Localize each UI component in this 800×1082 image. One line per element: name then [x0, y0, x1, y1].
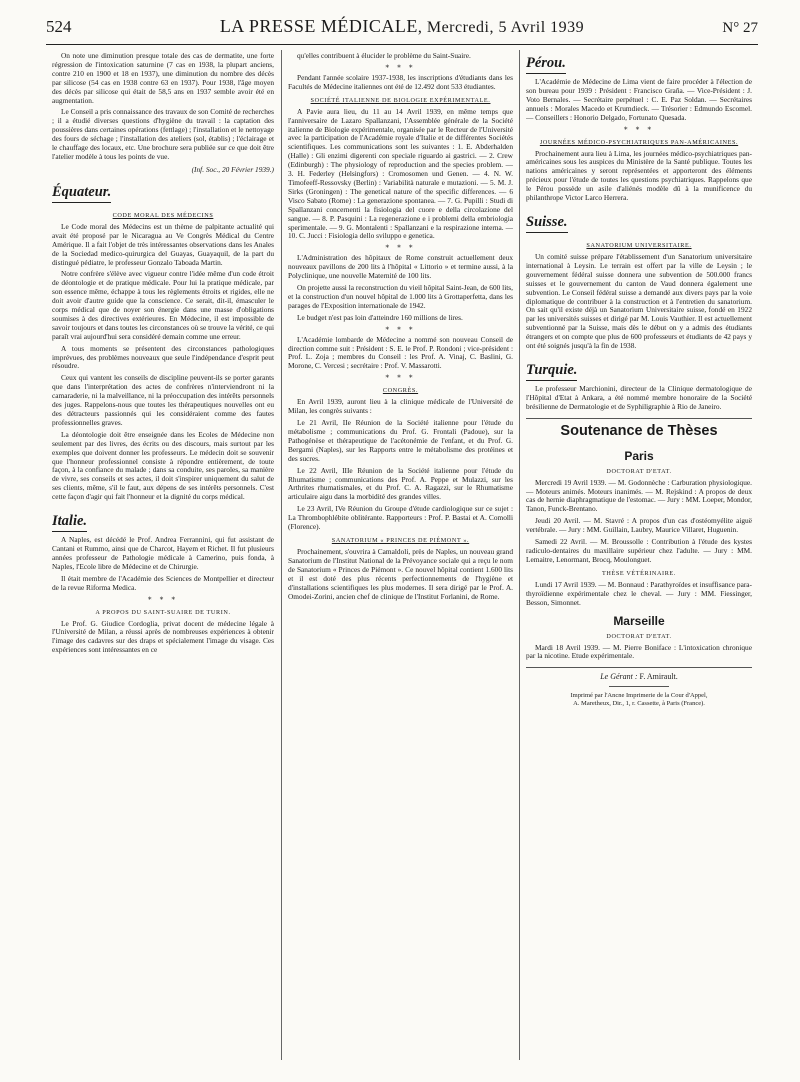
section-heading-turquie: Turquie.	[526, 362, 577, 381]
subheading: DOCTORAT D'ETAT.	[606, 467, 672, 475]
paragraph: Le Prof. G. Giudice Cordoglia, privat docent de médecine légale à l'Université de Milan, a réussi après de nombreuses expériences à obtenir l'image des cadavres sur des draps et spécialement l'image du visage. Ces expériences sont intéressantes en ce	[52, 618, 274, 655]
issue-date: Mercredi, 5 Avril 1939	[426, 19, 585, 36]
city-heading-marseille: Marseille	[613, 613, 665, 628]
issue-number: N° 27	[722, 20, 758, 36]
thesis-entry: Samedi 22 Avril. — M. Broussolle : Contribution à l'étude des kystes radiculo-dentaires du maxillaire supérieur chez l'adulte. — Jury : MM. Lemaitre, Lenormant, Brocq, Moulonguet.	[526, 537, 752, 564]
paragraph: A Naples, est décédé le Prof. Andrea Ferrannini, qui fut assistant de Cantani et Rummo, ainsi que de Charcot, Hayem et Richet. Il fut plusieurs années professeur de Pathologie médicale à Camerino, puis fonda, à Naples, l'Ecole libre de Médecine et de Chirurgie.	[52, 535, 274, 571]
section-heading-perou: Pérou.	[526, 55, 566, 74]
paragraph: Pendant l'année scolaire 1937-1938, les inscriptions d'étudiants dans les Facultés de Médecine italiennes ont été de 12.492 dont 533 étudiantes.	[288, 72, 513, 91]
asterism: * * *	[624, 125, 654, 134]
subheading: SANATORIUM « PRINCES DE PIÉMONT ».	[331, 536, 470, 544]
page-number: 524	[46, 17, 72, 36]
paragraph: Le Conseil a pris connaissance des travaux de son Comité de recherches ; il a étudié diverses questions d'hygiène du travail : la captation des poussières dans certaines opérations (fettlage) ; l'installation et le nettoyage des fours de séchage ; l'installation des ateliers (sol, établis) ; l'éclairage et le chauffage des locaux, etc. Une brochure sera publiée sur ce que doit être l'atelier modèle à tous les points de vue.	[52, 107, 274, 161]
paragraph: Ceux qui vantent les conseils de discipline peuvent-ils se porter garants que dans l'interprétation des actes de confrères n'interviendront ni la camaraderie, ni la malveillance, ni la préoccupation des intérêts personnels des juges. Rappelons-nous que toutes les thérapeutiques nouvelles ont eu des détracteurs passionnés qui les considéraient comme des fautes professionnelles graves.	[52, 373, 274, 427]
asterism: * * *	[385, 325, 416, 334]
paragraph: L'Administration des hôpitaux de Rome construit actuellement deux nouveaux pavillons de 200 lits à l'hôpital « Littorio » et termine aussi, à la Polyclinique, une nouvelle Maternité de 100 lits.	[288, 253, 513, 281]
paragraph: Un comité suisse prépare l'établissement d'un Sanatorium universitaire international à Leysin. Le terrain est offert par la ville de Leysin ; le gouvernement fédéral suisse donnera une subvention de 500.000 francs suisses et le gouvernement du canton de Vaud donnera également une subvention. Le Conseil fédéral suisse a demandé aux divers pays par la voie diplomatique de contribuer à la construction et à l'entretien du sanatorium. On sait qu'il existe déjà un Sanatorium Universitaire suisse, fondé en 1922 par les universités suisses et dirigé par M. Louis Vauthier. Il est actuellement subventionné par la Suisse, mais dès le début on y a admis des étudiants étrangers et on compte que plus de 600 professeurs et étudiants de 42 pays y ont été soignés jusqu'à la fin de 1938.	[526, 251, 752, 351]
thesis-entry: Jeudi 20 Avril. — M. Stavré : A propos d'un cas d'ostéomyélite aiguë vertébrale. — Jury : MM. Guillain, Laubry, Maurice Villaret, Huguenin.	[526, 516, 752, 535]
city-heading-paris: Paris	[624, 448, 654, 463]
separator-rule	[526, 418, 752, 419]
paragraph: En Avril 1939, auront lieu à la clinique médicale de l'Université de Milan, les congrès suivants :	[288, 397, 513, 416]
journal-title: LA PRESSE MÉDICALE	[219, 16, 418, 36]
source-citation: (Inf. Soc., 20 Février 1939.)	[191, 164, 274, 174]
gerant-name: F. Amirault.	[639, 672, 678, 682]
header-rule	[46, 44, 758, 45]
column-3	[526, 52, 752, 1072]
paragraph: Il était membre de l'Académie des Sciences de Montpellier et directeur de la revue Riforma Medica.	[52, 573, 274, 592]
subheading: CONGRÈS.	[382, 387, 419, 395]
asterism: * * *	[385, 244, 416, 253]
short-rule	[609, 686, 669, 687]
subheading: CODE MORAL DES MÉDECINS	[112, 211, 214, 219]
paragraph: qu'elles contribuent à élucider le problème du Saint-Suaire.	[297, 52, 471, 60]
paragraph: L'Académie lombarde de Médecine a nommé son nouveau Conseil de direction comme suit : Président : S. E. le Prof. P. Rondoni ; vice-président : Prof. L. Zoja ; membres du Conseil : les Prof. A. Vinaj, C. Baslini, G. Morone, C. Vercesi ; secrétaire : Prof. V. Massarotti.	[288, 334, 513, 371]
asterism: * * *	[385, 63, 416, 72]
paragraph: L'Académie de Médecine de Lima vient de faire procéder à l'élection de son bureau pour 1939 : Président : Francisco Graña. — Vice-Président : J. Voto Bernales. — Secrétaire perpétuel : C. E. Paz Soldan. — Secrétaires annuels : Morales Macedo et Krumdieck. — Trésorier : Edmundo Escomel. — Conseillers : Honorio Delgado, Fortunato Quesada.	[526, 77, 752, 122]
asterism: * * *	[385, 374, 416, 383]
section-heading-equateur: Équateur.	[52, 184, 111, 203]
thesis-entry: Mardi 18 Avril 1939. — M. Pierre Boniface : L'intoxication chronique par la nicotine. Etude expérimentale.	[526, 642, 752, 661]
paragraph: La déontologie doit être enseignée dans les Ecoles de Médecine non seulement par des livres, des écrits ou des discours, mais surtout par les exemples que doivent donner les professeurs. Le médecin doit se souvenir que l'honneur professionnel consiste à répondre entièrement, de toute façon, à la confiance du malade ; dans sa conduite, ses paroles, sa manière de vivre, ses conseils et ses actes, il doit s'inspirer uniquement du salut de ses clients, même, s'il le faut, aux dépens de ses intérêts personnels. C'est cette façon d'agir qui fait l'honneur et la dignité du corps médical.	[52, 429, 274, 502]
paragraph: A tous moments se présentent des circonstances pathologiques imprévues, des problèmes nouveaux que seule l'indépendance d'esprit peut résoudre.	[52, 343, 274, 371]
paragraph: Le 23 Avril, IVe Réunion du Groupe d'étude cardiologique sur ce sujet : La Thrombophlébite oblitérante. Rapporteurs : Prof. P. Bastai et A. Comolli (Florence).	[288, 504, 513, 532]
gerant-label: Le Gérant :	[600, 672, 638, 682]
subheading: DOCTORAT D'ETAT.	[606, 632, 672, 640]
column-divider-2	[519, 50, 520, 1060]
section-heading-italie: Italie.	[52, 513, 87, 532]
paragraph: Prochainement aura lieu à Lima, les journées médico-psychiatriques pan-américaines sous les auspices du Ministère de la Santé publique. Toutes les nations américaines y seront représentées et apporteront des éléments précieux pour l'étude de toutes les questions psychiatriques. Rappelons que le Pérou possède un asile d'aliénés modèle dû à la munificence du philanthrope Victor Larco Herrera.	[526, 148, 752, 203]
thesis-entry: Mercredi 19 Avril 1939. — M. Godonnèche : Carburation physiologique. — Moteurs animés. Moteurs inanimés. — M. Rejskind : A propos de deux cas de hernie diaphragmatique de l'estomac. — Jury : MM. Loeper, Mondor, Tanon, Funck-Brentano.	[526, 477, 752, 514]
thesis-entry: Lundi 17 Avril 1939. — M. Bonnaud : Parathyroïdes et insuffisance para-thyroïdienne expérimentale chez le cheval. — Jury : MM. Fiessinger, Besson, Simonnet.	[526, 579, 752, 607]
paragraph: Le 22 Avril, IIIe Réunion de la Société italienne pour l'étude du Rhumatisme ; communications des Prof. A. Peppe et Mulazzi, sur les Arthrites rhumatismales, et du Prof. C. A. Ragazzi, sur le Rhumatisme articulaire aigu dans la morbidité des grandes villes.	[288, 465, 513, 502]
subheading: SANATORIUM UNIVERSITAIRE.	[586, 241, 692, 249]
theses-title: Soutenance de Thèses	[560, 422, 718, 439]
column-divider-1	[281, 50, 282, 1060]
subheading: JOURNÉES MÉDICO-PSYCHIATRIQUES PAN-AMÉRICAINES.	[539, 138, 739, 146]
paragraph: On note une diminution presque totale des cas de dermatite, une forte régression de l'intoxication saturnine (7 cas en 1938, la plupart anciens, contre 210 en 1900 et 18 en 1937), une diminution du nombre des décès par silicose (54 cas en 1938 contre 63 en 1937). Pour 1938, l'âge moyen des décès par silicose qui était de 58,5 ans en 1937 semble avoir été en augmentation.	[52, 52, 274, 105]
paragraph: On projette aussi la reconstruction du vieil hôpital Saint-Jean, de 600 lits, et la construction d'un nouvel hôpital de 1.000 lits à Grottaperfetta, dans les parages de l'Exposition internationale de 1942.	[288, 283, 513, 310]
column-1	[52, 52, 274, 1072]
paragraph: Le budget n'est pas loin d'atteindre 160 millions de lires.	[297, 312, 463, 322]
paragraph: Le professeur Marchionini, directeur de la Clinique dermatologique de l'Hôpital d'Etat à Ankara, a été nommé membre honoraire de la Société brésilienne de Dermatologie et de Syphiligraphie à Rio de Janeiro.	[526, 383, 752, 411]
subheading: SOCIÉTÉ ITALIENNE DE BIOLOGIE EXPÉRIMENTALE.	[310, 96, 491, 104]
section-heading-suisse: Suisse.	[526, 214, 568, 233]
column-2	[288, 52, 513, 1072]
paragraph: Le 21 Avril, IIe Réunion de la Société italienne pour l'étude du métabolisme ; communications du Prof. G. Frontali (Padoue), sur la Pathogénèse et thérapeutique de l'acétonémie de l'enfant, et du Prof. G. Bergami (Naples), sur les Rapports entre le métabolisme des protéines et des sucres.	[288, 418, 513, 463]
publisher-manager	[526, 672, 752, 681]
subheading: THÈSE VÉTÉRINAIRE.	[602, 569, 676, 577]
paragraph: Le Code moral des Médecins est un thème de palpitante actualité qui avait été proposé par le Nicaragua au Ve Congrès Médical du Centre Amérique. Il a fait l'objet de très intéressantes observations dans les Anales de la Sociedad medico-quirurgica del Guayas, Guayaquil, de la part du distingué pédiatre, le professeur Gonzalo Taboada Martin.	[52, 221, 274, 267]
paragraph: A Pavie aura lieu, du 11 au 14 Avril 1939, en même temps que l'anniversaire de Lazaro Spallanzani, l'Assemblée générale de la Société italienne de Biologie expérimentale, organisée par le Recteur de l'Université avec la participation de l'Académie royale d'Italie et de différentes Sociétés scientifiques. Les communications sont les suivantes : 1. E. Abderhalden (Halle) : Gli enzimi digerenti con speciale riguardo ai gastrici. — 2. Crew (Edinburgh) : The physiology of reproduction and the species problem. — 3. H. Federley (Helsingfors) : Cromosomen und Genen. — 4. N. W. Timofeeff-Ressovsky (Berlin) : Variabilità naturale e mutazioni. — 5. M. J. Sirks (Groningen) : The genetical nature of the specific differences. — 6 Visco Sabato (Rome) : La generazione spontanea. — 7. G. Pupilli : Studi di Spallanzani concernenti la fisiologia del cuore e della circolazione del sangue. — 8. P. Pasquini : La regenerazione e i problemi della embriologia sperimentale. — 9. G. Montalenti : Spallanzani e la respirazione interna. — 10. C. Jucci : Fisiologia dello sviluppo e genetica.	[288, 106, 513, 241]
page-header: 524 LA PRESSE MÉDICALE, Mercredi, 5 Avril 1939 N° 27	[46, 16, 758, 36]
subheading: A PROPOS DU SAINT-SUAIRE DE TURIN.	[95, 608, 231, 616]
asterism: * * *	[148, 595, 178, 604]
paragraph: Notre confrère s'élève avec vigueur contre l'idée même d'un code étroit de déontologie et de pratique médicale. Pour lui la pratique médicale, par son essence même, échappe à tous les règlements étroits et rigides, elle ne doit avoir d'autre guide que la conscience. Ce serait, dit-il, émasculer le corps médical que de noyer son énergie dans une masse d'obligations soumises à des directives extérieures. En Médecine, il est impossible de savoir toujours et dans toutes les circonstances où se trouve la vérité, ce qui paraît vrai aujourd'hui sera considéré demain comme une erreur.	[52, 269, 274, 341]
paragraph: Prochainement, s'ouvrira à Camaldoli, près de Naples, un nouveau grand Sanatorium de l'Institut National de la Prévoyance sociale qui a reçu le nom de Sanatorium « Princes de Piémont ». Ce nouvel hôpital contient 1.600 lits et il est doté des plus récents perfectionnements de l'hygiène et d'installations scientifiques les plus modernes. Il sera dirigé par le Prof. A. Omodei-Zorini, ancien chef de clinique de l'Institut Forlanini, de Rome.	[288, 546, 513, 601]
imprint-line-2: A. Maretheux, Dir., 1, r. Cassette, à Paris (France).	[573, 700, 705, 708]
imprint-line-1: Imprimé par l'Ancne Imprimerie de la Cour d'Appel,	[570, 692, 708, 700]
separator-rule	[526, 667, 752, 668]
